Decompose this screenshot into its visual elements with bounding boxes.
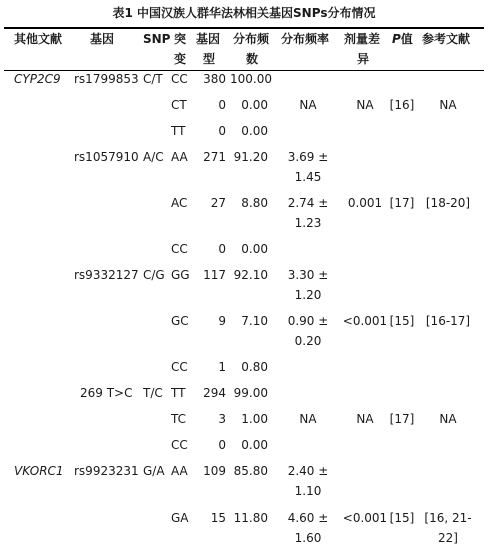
rate-cell-cont: 1.23 [294, 216, 322, 230]
genotype-cell: CC [171, 72, 188, 86]
rate-cell-cont: 1.10 [294, 484, 322, 498]
genotype-cell: CC [171, 242, 188, 256]
genotype-cell: CT [171, 98, 187, 112]
freq-cell: 0.00 [241, 124, 268, 138]
freq-cell: 92.10 [233, 268, 268, 282]
references-cell-cont: 22] [438, 531, 458, 545]
genotype-cell: AA [171, 464, 188, 478]
header-rate: 分布频率 [281, 32, 330, 46]
references-cell: [16, 21- [424, 511, 472, 525]
references-cell: NA [439, 98, 457, 112]
freq-cell: 91.20 [233, 150, 268, 164]
freq-cell: 85.80 [233, 464, 268, 478]
gene-cell: rs1057910 [74, 150, 139, 164]
header-genotype-1: 基因 [196, 32, 221, 46]
dose-cell: 0.001 [347, 196, 383, 210]
count-cell: 1 [218, 360, 226, 374]
header-dose-2: 异 [357, 52, 370, 66]
dose-cell: <0.001 [342, 314, 388, 328]
count-cell: 380 [203, 72, 226, 86]
freq-cell: 0.00 [241, 438, 268, 452]
freq-cell: 99.00 [233, 386, 268, 400]
gene-cell: rs9923231 [74, 464, 139, 478]
count-cell: 15 [210, 511, 226, 525]
header-references: 参考文献 [422, 32, 471, 46]
genotype-cell: TC [171, 412, 187, 426]
rate-cell: NA [299, 98, 317, 112]
dose-cell: NA [356, 98, 374, 112]
gene-cell: rs9332127 [74, 268, 139, 282]
count-cell: 0 [218, 438, 226, 452]
dose-cell: NA [356, 412, 374, 426]
count-cell: 294 [203, 386, 226, 400]
header-snp: SNP [143, 32, 171, 46]
genotype-cell: AC [171, 196, 188, 210]
header-genotype-2: 型 [203, 52, 216, 66]
rate-cell: 4.60 ± [287, 511, 329, 525]
rate-cell-cont: 1.20 [294, 288, 322, 302]
count-cell: 3 [218, 412, 226, 426]
freq-cell: 8.80 [241, 196, 268, 210]
snp-cell: C/T [143, 72, 163, 86]
freq-cell: 0.00 [241, 242, 268, 256]
count-cell: 0 [218, 242, 226, 256]
freq-cell: 11.80 [233, 511, 268, 525]
rate-cell: 3.30 ± [287, 268, 329, 282]
ref-gene-cell: CYP2C9 [14, 72, 61, 86]
genotype-cell: GC [171, 314, 189, 328]
references-cell: NA [439, 412, 457, 426]
header-gene: 基因 [90, 32, 115, 46]
header-mutation-1: 突 [174, 32, 187, 46]
header-dose-1: 剂量差 [344, 32, 381, 46]
rate-cell: 2.40 ± [287, 464, 329, 478]
count-cell: 0 [218, 98, 226, 112]
count-cell: 117 [203, 268, 226, 282]
rate-cell: 0.90 ± [287, 314, 329, 328]
rate-cell-cont: 1.60 [294, 531, 322, 545]
snp-cell: A/C [143, 150, 164, 164]
p-value-cell: [15] [389, 511, 415, 525]
header-mutation-2: 变 [174, 52, 187, 66]
references-cell: [16-17] [425, 314, 471, 328]
dose-cell: <0.001 [342, 511, 388, 525]
freq-cell: 100.00 [230, 72, 272, 86]
snp-cell: G/A [143, 464, 165, 478]
snp-cell: C/G [143, 268, 165, 282]
references-cell: [18-20] [425, 196, 471, 210]
rate-cell: 2.74 ± [287, 196, 329, 210]
genotype-cell: AA [171, 150, 188, 164]
freq-cell: 1.00 [241, 412, 268, 426]
header-ref: 其他文献 [14, 32, 63, 46]
snp-cell: T/C [143, 386, 163, 400]
genotype-cell: CC [171, 438, 188, 452]
gene-cell: 269 T>C [80, 386, 133, 400]
freq-cell: 0.00 [241, 98, 268, 112]
genotype-cell: CC [171, 360, 188, 374]
count-cell: 271 [203, 150, 226, 164]
header-freq-1: 分布频 [233, 32, 270, 46]
p-value-cell: [16] [389, 98, 415, 112]
genotype-cell: TT [171, 386, 186, 400]
freq-cell: 0.80 [241, 360, 268, 374]
count-cell: 0 [218, 124, 226, 138]
rate-cell-cont: 1.45 [294, 170, 322, 184]
rate-cell: 3.69 ± [287, 150, 329, 164]
genotype-cell: TT [171, 124, 186, 138]
header-freq-2: 数 [246, 52, 259, 66]
genotype-cell: GA [171, 511, 189, 525]
freq-cell: 7.10 [241, 314, 268, 328]
p-value-cell: [17] [389, 196, 415, 210]
gene-cell: rs1799853 [74, 72, 139, 86]
table-title: 表1 中国汉族人群华法林相关基因SNPs分布情况 [112, 6, 376, 20]
rate-cell: NA [299, 412, 317, 426]
rate-cell-cont: 0.20 [294, 334, 322, 348]
count-cell: 109 [203, 464, 226, 478]
count-cell: 9 [218, 314, 226, 328]
p-value-cell: [17] [389, 412, 415, 426]
header-p-value: P值 [392, 32, 413, 46]
p-value-cell: [15] [389, 314, 415, 328]
ref-gene-cell: VKORC1 [14, 464, 64, 478]
genotype-cell: GG [171, 268, 190, 282]
count-cell: 27 [210, 196, 226, 210]
